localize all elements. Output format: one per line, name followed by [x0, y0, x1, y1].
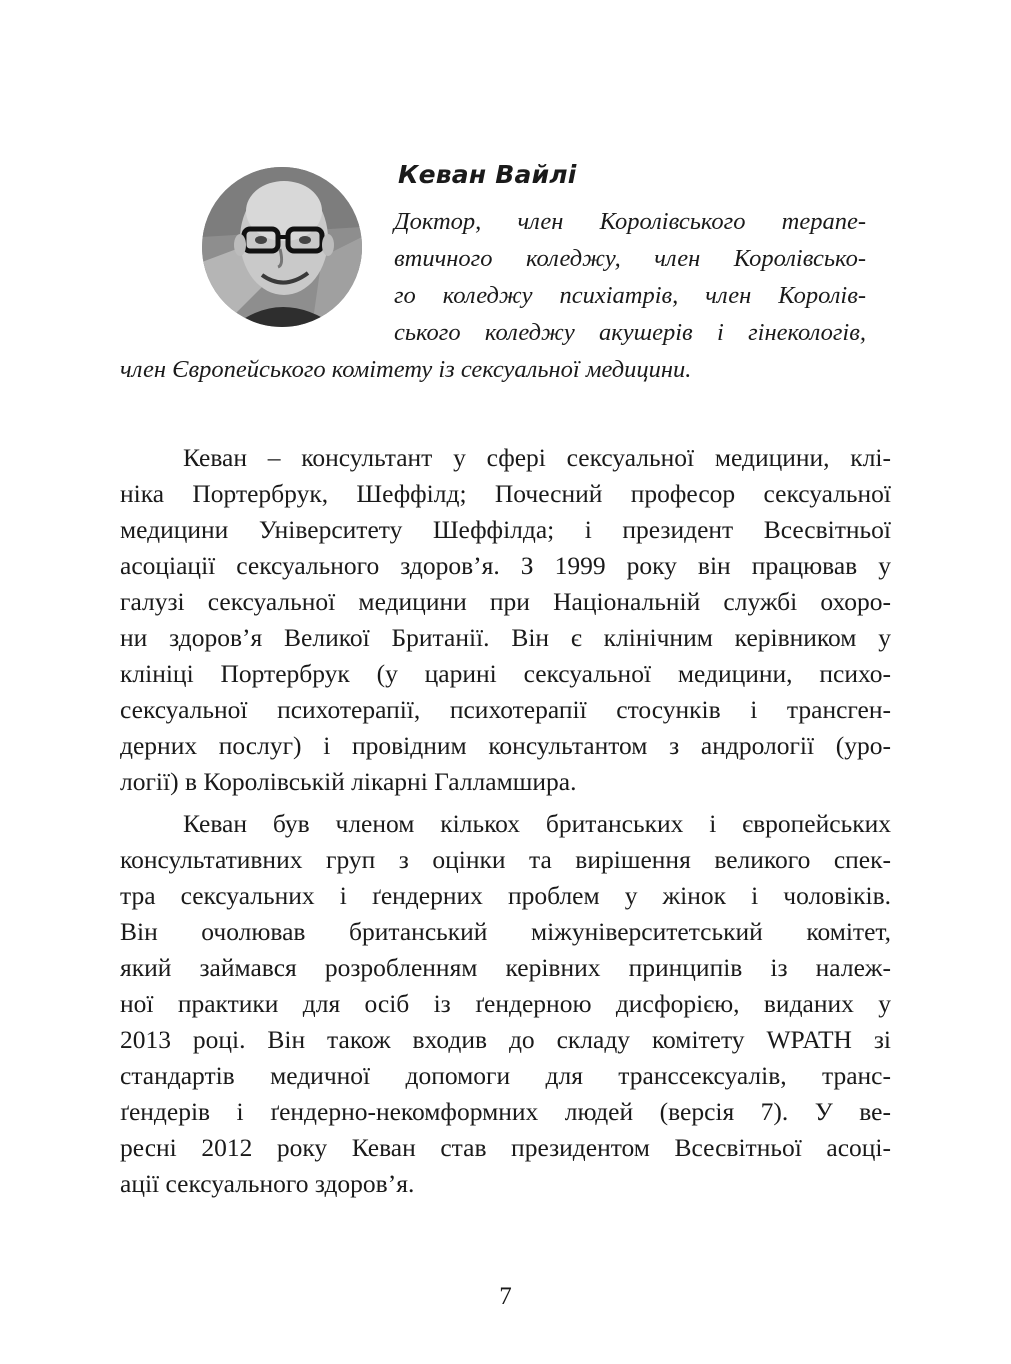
- page-number: 7: [499, 1283, 512, 1310]
- paragraph-2-line: ації сексуального здоров’я.: [120, 1169, 415, 1198]
- paragraph-2-line: Кеван був членом кількох британських і європейських: [183, 809, 891, 838]
- paragraph-2-line: стандартів медичної допомоги для транссексуалів, транс-: [120, 1061, 891, 1090]
- paragraph-1-line: галузі сексуальної медицини при Національній службі охоро-: [120, 587, 891, 616]
- paragraph-2-line: ресні 2012 року Кеван став президентом Всесвітньої асоці-: [120, 1133, 891, 1162]
- paragraph-1-line: клініці Портербрук (у царині сексуальної медицини, психо-: [120, 659, 891, 688]
- paragraph-2-line: Він очолював британський міжуніверситетський комітет,: [120, 917, 891, 946]
- paragraph-1-line: сексуальної психотерапії, психотерапії стосунків і трансген-: [120, 695, 891, 724]
- paragraph-2-line: консультативних груп з оцінки та вирішення великого спек-: [120, 845, 891, 874]
- paragraph-1-line: Кеван – консультант у сфері сексуальної медицини, клі-: [183, 443, 891, 472]
- credentials-line: Доктор, член Королівського терапе-: [394, 208, 866, 235]
- credentials-line: втичного коледжу, член Королівсько-: [394, 245, 866, 272]
- paragraph-2-line: який займався розробленням керівних принципів із належ-: [120, 953, 891, 982]
- author-portrait: [202, 167, 362, 327]
- paragraph-1-line: логії) в Королівській лікарні Галламшира.: [120, 767, 577, 796]
- paragraph-2-line: ґендерів і ґендерно-некомформних людей (версія 7). У ве-: [120, 1097, 891, 1126]
- paragraph-2-line: тра сексуальних і ґендерних проблем у жінок і чоловіків.: [120, 881, 891, 910]
- credentials-line: член Європейського комітету із сексуальної медицини.: [120, 356, 692, 383]
- credentials-line: ського коледжу акушерів і гінекологів,: [394, 319, 866, 346]
- paragraph-2-line: 2013 році. Він також входив до складу комітету WPATH зі: [120, 1025, 891, 1054]
- author-name: Кеван Вайлі: [398, 160, 577, 189]
- paragraph-1-line: дерних послуг) і провідним консультантом з андрології (уро-: [120, 731, 891, 760]
- paragraph-1-line: асоціації сексуального здоров’я. З 1999 року він працював у: [120, 551, 891, 580]
- paragraph-2-line: ної практики для осіб із ґендерною дисфорією, виданих у: [120, 989, 891, 1018]
- paragraph-1-line: ни здоров’я Великої Британії. Він є клінічним керівником у: [120, 623, 891, 652]
- paragraph-1-line: ніка Портербрук, Шеффілд; Почесний професор сексуальної: [120, 479, 891, 508]
- credentials-line: го коледжу психіатрів, член Королів-: [394, 282, 866, 309]
- paragraph-1-line: медицини Університету Шеффілда; і президент Всесвітньої: [120, 515, 891, 544]
